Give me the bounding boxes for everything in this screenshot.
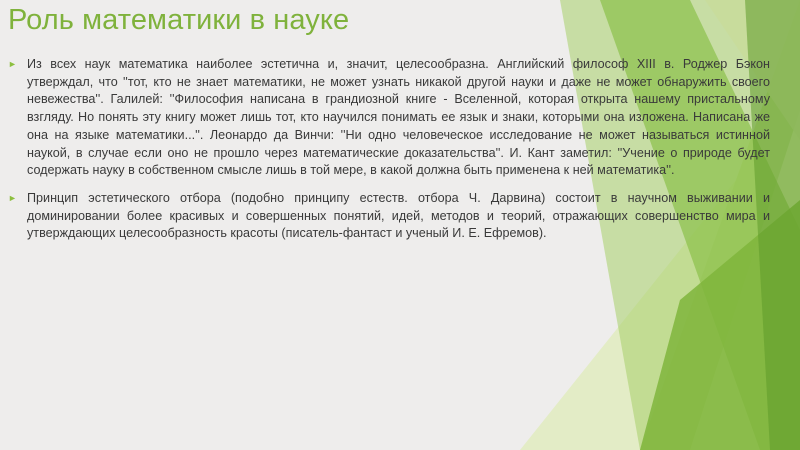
bullet-text: Из всех наук математика наиболее эстетична и, значит, целесообразна. Английский философ XIII в. Роджер Бэкон утверждал, что ''тот, кто не знает математики, не может узнать никакой другой науки и даже не может обнаружить своего невежества''. Галилей: ''Философия написана в грандиозной книге - Вселенной, которая открыта нашему пристальному взгляду. Но понять эту книгу может лишь тот, кто научился понимать ее язык и знаки, которыми она изложена. Написана же она на языке математики...''. Леонардо да Винчи: ''Ни одно человеческое исследование не может называться истинной наукой, в случае если оно не прошло через математические доказательства''. И. Кант заметил: ''Учение о природе будет содержать науку в собственном смысле лишь в той мере, в какой должна быть применена к ней математика''. [27, 57, 770, 178]
bullet-text: Принцип эстетического отбора (подобно принципу естеств. отбора Ч. Дарвина) состоит в научном выживании и доминировании более красивых и совершенных понятий, идей, методов и теорий, отражающих совершенство мира и утверждающих целесообразность красоты (писатель-фантаст и ученый И. Е. Ефремов). [27, 190, 770, 241]
bullet-item [8, 190, 770, 243]
triangle-right-icon: ► [8, 59, 17, 69]
slide-content [8, 56, 770, 253]
slide-title: Роль математики в науке [8, 4, 350, 36]
triangle-right-icon: ► [8, 192, 17, 203]
bullet-item [8, 56, 770, 180]
